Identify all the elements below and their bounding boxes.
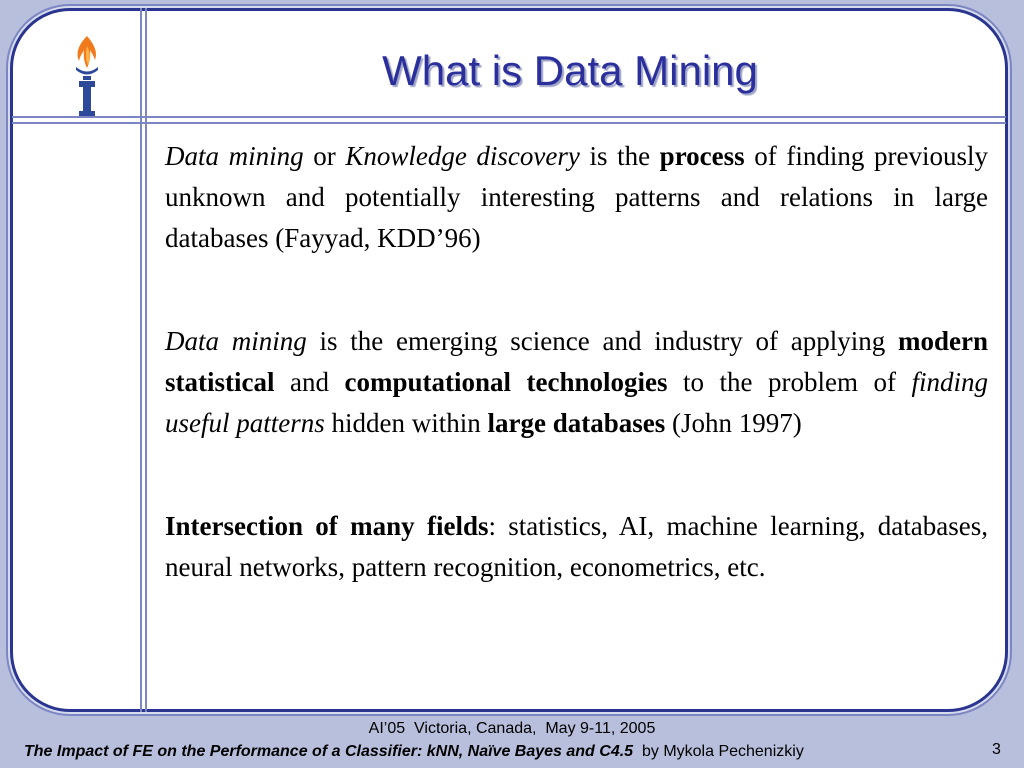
footer-conference: AI’05 Victoria, Canada, May 9-11, 2005 (368, 720, 656, 737)
term-italic: Knowledge discovery (345, 141, 580, 171)
slide-title: What is Data Mining (382, 47, 758, 94)
text-run: hidden within (324, 408, 488, 438)
term-bold: process (659, 141, 745, 171)
definition-paragraph-2 (165, 321, 988, 444)
text-run: of finding previously unknown and potentially interesting patterns and relations in large databases (Fayyad, KDD’96) (165, 141, 988, 253)
term-bold: modern statistical (165, 326, 988, 397)
term-italic: Data mining (165, 141, 304, 171)
vertical-rule-left (140, 8, 142, 712)
text-run: : statistics, AI, machine learning, databases, neural networks, pattern recognition, econometrics, etc. (165, 511, 988, 582)
term-bold: large databases (487, 408, 666, 438)
horizontal-rule-top (12, 116, 1006, 118)
slide-body (165, 136, 988, 588)
term-bold: Intersection of many fields (165, 511, 489, 541)
slide-number: 3 (992, 741, 1001, 758)
footer-author: by Mykola Pechenizkiy (641, 743, 804, 760)
text-run: to the problem of (667, 367, 912, 397)
text-run: and (274, 367, 345, 397)
vertical-rule-right (145, 8, 147, 712)
torch-icon (64, 34, 110, 118)
term-italic: finding useful patterns (165, 367, 988, 438)
text-run: is the emerging science and industry of applying (306, 326, 898, 356)
intersection-paragraph (165, 506, 988, 588)
term-italic: Data mining (165, 326, 307, 356)
definition-paragraph-1 (165, 136, 988, 259)
text-run: (John 1997) (665, 408, 802, 438)
text-run: is the (579, 141, 660, 171)
footer-paper-title: The Impact of FE on the Performance of a Classifier: kNN, Naïve Bayes and C4.5 (24, 743, 634, 760)
footer-citation (24, 743, 804, 761)
text-run: or (303, 141, 346, 171)
term-bold: computational technologies (344, 367, 668, 397)
horizontal-rule-bottom (12, 122, 1006, 124)
